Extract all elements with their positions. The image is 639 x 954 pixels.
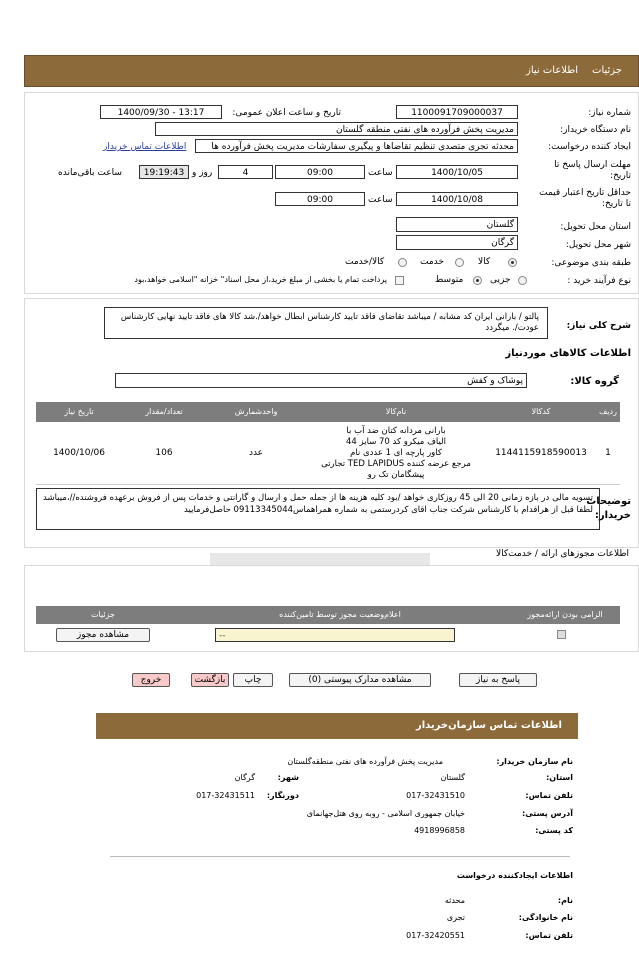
contact-address: خیابان جمهوری اسلامی - روبه روی هتل‌جهانمای [306,809,465,818]
creator-name-label: نام: [557,896,573,905]
col-index: ردیف [599,407,617,416]
goods-table-header [36,402,620,422]
creator-phone: 017-32420551 [406,931,465,940]
tab-details[interactable]: جزئیات [592,65,622,76]
city-label: شهر محل تحویل: [565,240,631,250]
contact-phone-label: تلفن تماس: [525,791,573,800]
contact-postal: 4918996858 [414,826,465,835]
validity-time-field: 09:00 [275,192,365,206]
contact-postal-label: کد پستی: [535,826,573,835]
validity-date-field: 1400/10/08 [396,192,518,206]
category-label: طبقه بندی موضوعی: [551,258,631,268]
cat-goods-text: کالا [478,257,491,267]
table-row [36,422,620,485]
days-field: 4 [218,165,273,179]
back-button[interactable]: بازگشت [191,673,229,687]
city-field: گرگان [396,235,518,250]
province-label: استان محل تحویل: [560,222,631,232]
contact-fax-label: دورنگار: [266,791,299,800]
deadline-time-label: ساعت [368,168,393,178]
days-label: روز و [192,168,213,178]
permits-title: اطلاعات مجوزهای ارائه / خدمت‌کالا [495,549,629,559]
province-field: گلستان [396,217,518,232]
validity-label: حداقل تاریخ اعتبار قیمت تا تاریخ: [539,188,631,209]
permit-status-field: -- [215,628,455,642]
need-number-field: 1100091709000037 [396,105,518,119]
view-permit-button[interactable]: مشاهده مجوز [56,628,150,642]
permit-required-checkbox [557,630,566,639]
proc-partial-text: جزیی [490,275,511,285]
contact-header-bar [96,713,578,739]
exit-button[interactable]: خروج [132,673,170,687]
cat-goods-service-text: کالا/خدمت [345,257,385,267]
process-label: نوع فرآیند خرید : [567,276,631,286]
payment-checkbox[interactable] [395,276,404,285]
buyer-notes-label: توضیحات خریدار: [586,496,631,521]
col-qty: تعداد/مقدار [145,407,183,416]
contact-province: گلستان [440,773,465,782]
need-number-label: شماره نیاز: [588,108,631,118]
cat-service-text: خدمت [420,257,444,267]
deadline-label: مهلت ارسال پاسخ تا تاریخ: [554,160,631,181]
announce-field: 1400/09/30 - 13:17 [100,105,222,119]
remaining-label: ساعت باقی‌مانده [58,168,122,178]
validity-time-label: ساعت [368,195,393,205]
row-code: 1144115918590013 [495,448,587,458]
goods-section-title: اطلاعات کالاهای موردنیاز [505,348,631,359]
cat-service-radio[interactable] [455,258,464,267]
creator-label: ایجاد کننده درخواست: [548,142,631,152]
print-button[interactable]: چاپ [233,673,273,687]
deadline-time-field: 09:00 [275,165,365,179]
col-unit: واحدشمارش [234,407,278,416]
contact-title: اطلاعات تماس سازمان‌خریدار [415,720,562,731]
row-unit: عدد [248,448,264,458]
contact-org-label: نام سازمان خریدار: [496,757,573,766]
creator-phone-label: تلفن تماس: [525,931,573,940]
proc-medium-radio[interactable] [473,276,482,285]
announce-label: تاریخ و ساعت اعلان عمومی: [232,108,341,118]
creator-name: محدثه [444,896,465,905]
buyer-contact-link[interactable]: اطلاعات تماس خریدار [103,142,187,152]
row-date: 1400/10/06 [53,448,105,458]
summary-label: شرح کلی نیاز: [566,321,631,331]
cat-goods-radio[interactable] [508,258,517,267]
contact-divider [110,856,570,857]
buyer-notes-text: تسویه مالی در بازه زمانی 20 الی 45 روزکاری خواهد /بود کلیه هزینه ها از جمله حمل و ارسال و گارانتی و خدمات پس از فروش برعهده فروشنده//،میباشد لطفا قبل از هراقدام با کارشناس شرکت جناب اقای کردرستمی به شماره همراهماس09113345044 حاصل‌فرمایید [36,488,600,530]
contact-address-label: آدرس پستی: [522,809,573,818]
row-name [306,426,486,481]
row-name-line: تجارتی TED LAPIDUS مرجع عرضه کننده [321,459,471,469]
row-name-line: پیشگامان تک رو [367,470,425,480]
creator-family-label: نام خانوادگی: [518,913,573,922]
col-name: نام‌کالا [385,407,407,416]
row-index: 1 [605,448,611,458]
col-code: کدکالا [531,407,551,416]
payment-note: پرداخت تمام یا بخشی از مبلغ خرید،از محل اسناد" خزانه "اسلامی خواهد،بود [134,275,387,284]
creator-field: محدثه تجری متصدی تنظیم تقاضاها و پیگیری سفارشات مدیریت پخش فرآورده ها [195,139,518,153]
contact-province-label: استان: [546,773,573,782]
contact-city-label: شهر: [277,773,299,782]
deadline-date-field: 1400/10/05 [396,165,518,179]
creator-family: تجری [446,913,465,922]
buyer-org-label: نام دستگاه خریدار: [560,125,631,135]
proc-medium-text: متوسط [435,275,464,285]
remaining-time-field: 19:19:43 [139,165,189,179]
top-header-bar [24,55,639,87]
goods-group-field: پوشاک و کفش [115,373,527,388]
cat-goods-service-radio[interactable] [398,258,407,267]
col-permit-details: جزئیات [91,610,115,619]
contact-org: مدیریت پخش فرآورده های نفتی منطقه‌گلستان [287,757,443,766]
goods-group-label: گروه کالا: [570,376,619,387]
row-name-line: کاور پارچه ای 1 عددی نام [350,448,442,458]
summary-text: پالتو / بارانی ایران کد مشابه / میباشد تقاضای فاقد تایید کارشناس ابطال خواهد/.شد کالا های فاقد تایید نهایی کارشناس عودت/. میگردد [104,307,548,339]
buyer-org-field: مدیریت پخش فرآورده های نفتی منطقه گلستان [155,122,518,136]
contact-phone: 017-32431510 [406,791,465,800]
contact-fax: 017-32431511 [196,791,255,800]
col-permit-status: اعلام‌وضعیت مجوز توسط تامین‌کننده [279,610,401,619]
contact-city: گرگان [234,773,255,782]
row-qty: 106 [155,448,173,458]
proc-partial-radio[interactable] [518,276,527,285]
row-name-line: الیاف میکرو کد 70 سایز 44 [346,437,446,447]
reply-button[interactable]: پاسخ به نیاز [459,673,537,687]
col-permit-required: الزامی بودن ارائه‌مجوز [527,610,603,619]
row-name-line: بارانی مردانه کتان ضد آب با [346,426,446,436]
tab-need-info[interactable]: اطلاعات نیاز [526,65,578,76]
attachments-button[interactable]: مشاهده مدارک پیوستی (0) [289,673,431,687]
creator-info-title: اطلاعات ایجادکننده درخواست [456,871,573,880]
col-date: تاریخ نیاز [64,407,94,416]
permits-table-header [36,606,620,624]
